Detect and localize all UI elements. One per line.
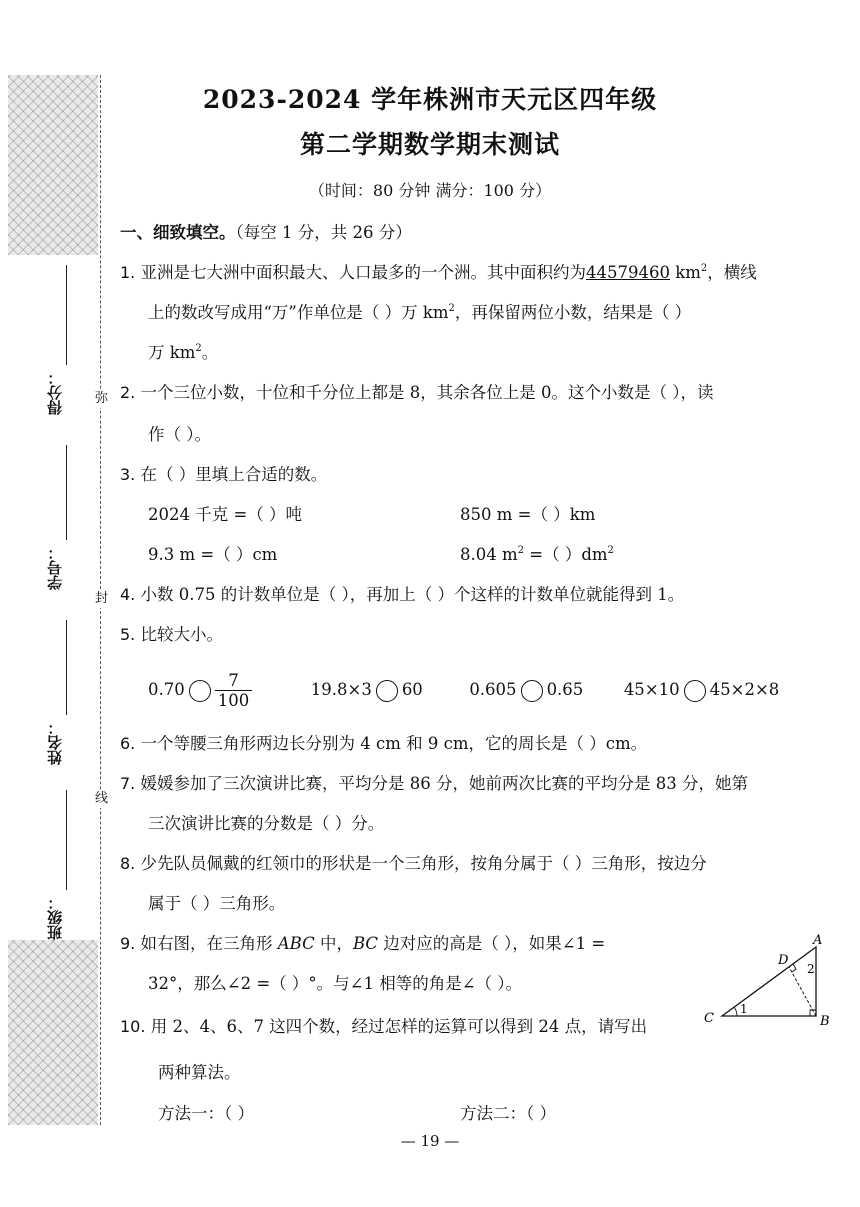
q6-number: 6. (120, 734, 136, 753)
q6-text1: 一个等腰三角形两边长分别为 4 cm 和 9 cm，它的周长是（ ）cm。 (140, 734, 648, 753)
q7-number: 7. (120, 774, 136, 793)
q3-text1: 在（ ）里填上合适的数。 (140, 465, 328, 484)
fraction-numerator: 7 (215, 671, 253, 691)
vertex-c: C (704, 1011, 714, 1026)
q5-comparisons (148, 668, 779, 712)
q3-row1a: 2024 千克 =（ ）吨 (148, 505, 303, 524)
q6-line1 (120, 733, 647, 755)
q9-number: 9. (120, 934, 136, 953)
q5-c2-left: 19.8×3 (310, 680, 372, 699)
section-title: 一、细致填空。 (120, 223, 236, 242)
q10-number: 10. (120, 1017, 146, 1036)
q8-line2: 属于（ ）三角形。 (148, 894, 286, 913)
q3-line1 (120, 464, 327, 486)
q10-text1: 用 2、4、6、7 这四个数，经过怎样的运算可以得到 24 点，请写出 (150, 1017, 648, 1036)
q7-text1: 媛媛参加了三次演讲比赛，平均分是 86 分，她前两次比赛的平均分是 83 分，她第 (140, 774, 748, 793)
q1-underlined-number: 44579460 (586, 263, 670, 282)
q1-unit: km (670, 263, 701, 282)
q3-number: 3. (120, 465, 136, 484)
student-id-label: 学号： (46, 545, 64, 590)
q5-fraction (215, 671, 253, 710)
q1-line2 (148, 302, 691, 324)
student-id-rule (66, 445, 67, 540)
q3-row2b-text2: =（ ）dm (524, 545, 608, 564)
q5-c2-circle[interactable] (376, 680, 398, 702)
q1-sup2: 2 (448, 303, 455, 314)
seal-char-xian: 线 (95, 791, 109, 806)
exam-title-line1: 2023-2024 学年株洲市天元区四年级 (202, 85, 658, 114)
score-rule (66, 265, 67, 365)
fraction-denominator: 100 (217, 691, 250, 710)
q3-row2a: 9.3 m =（ ）cm (148, 545, 278, 564)
q5-c3-right: 0.65 (546, 680, 584, 699)
q1-line3a: 万 km (148, 343, 196, 362)
seal-char-mi: 弥 (95, 391, 109, 406)
name-label: 姓名： (46, 720, 64, 765)
q3-sup1: 2 (517, 545, 525, 556)
q5-c3-circle[interactable] (521, 680, 543, 702)
page-number: — 19 — (400, 1132, 460, 1150)
score-label: 得分： (46, 370, 64, 415)
q5-c2-right: 60 (401, 680, 423, 699)
seal-char-feng: 封 (95, 591, 109, 606)
q5-c3-left: 0.605 (469, 680, 517, 699)
q10-line1 (120, 1016, 647, 1038)
q3-row2b (460, 544, 614, 566)
q10-line2: 两种算法。 (158, 1063, 241, 1082)
angle1-label: 1 (740, 1002, 748, 1016)
q9-line1 (120, 933, 605, 955)
class-rule (66, 790, 67, 890)
q2-line1 (120, 382, 714, 404)
q8-text1: 少先队员佩戴的红领巾的形状是一个三角形，按角分属于（ ）三角形，按边分 (140, 854, 707, 873)
q3-sup2: 2 (607, 545, 614, 556)
q10-method1: 方法一：（ ） (158, 1104, 254, 1123)
q2-number: 2. (120, 383, 136, 402)
q1-line2a: 上的数改写成用“万”作单位是（ ）万 km (148, 303, 449, 322)
triangle-figure (700, 933, 830, 1028)
q9-abc: ABC (277, 934, 315, 953)
exam-time-info: （时间：80 分钟 满分：100 分） (308, 181, 552, 200)
decorative-pattern-bottom (8, 940, 98, 1125)
q9-bc: BC (353, 934, 379, 953)
q5-c4-circle[interactable] (684, 680, 706, 702)
class-label: 班级： (46, 895, 64, 940)
q4-text1: 小数 0.75 的计数单位是（ ），再加上（ ）个这样的计数单位就能得到 1。 (140, 585, 685, 604)
q7-line1 (120, 773, 748, 795)
vertex-b: B (820, 1014, 830, 1028)
right-angle-mark-d (792, 964, 796, 972)
q1-line2b: ，再保留两位小数，结果是（ ） (454, 303, 692, 322)
q5-text1: 比较大小。 (140, 625, 224, 644)
section-note: （每空 1 分，共 26 分） (235, 223, 412, 242)
q5-c1-left: 0.70 (148, 680, 185, 699)
q1-number: 1. (120, 263, 136, 282)
q8-number: 8. (120, 854, 136, 873)
q7-line2: 三次演讲比赛的分数是（ ）分。 (148, 814, 385, 833)
q8-line1 (120, 853, 707, 875)
q3-row1b: 850 m =（ ）km (460, 505, 596, 524)
q1-line3b: 。 (201, 343, 219, 362)
q5-line1 (120, 624, 223, 646)
name-rule (66, 620, 67, 715)
q1-text-a: 亚洲是七大洲中面积最大、人口最多的一个洲。其中面积约为 (140, 263, 587, 282)
q9-text1b: 中， (314, 934, 353, 953)
q9-text1c: 边对应的高是（ ），如果∠1 = (378, 934, 606, 953)
triangle-abc (722, 947, 816, 1016)
q1-line3 (148, 342, 218, 364)
q5-c4-right: 45×2×8 (709, 680, 780, 699)
vertex-d: D (778, 953, 789, 968)
q1-line1 (120, 262, 757, 284)
q1-sup1: 2 (700, 263, 708, 274)
section-heading (120, 222, 412, 244)
q9-text1a: 如右图，在三角形 (140, 934, 278, 953)
q1-sup3: 2 (195, 343, 202, 354)
vertex-a: A (813, 933, 823, 948)
angle2-label: 2 (807, 962, 815, 976)
q9-line2: 32°，那么∠2 =（ ）°。与∠1 相等的角是∠（ ）。 (148, 974, 523, 993)
q4-number: 4. (120, 585, 136, 604)
angle1-arc (734, 1007, 737, 1016)
q1-text-c: ，横线 (707, 263, 757, 282)
q10-method2: 方法二：（ ） (460, 1104, 556, 1123)
exam-title-line2: 第二学期数学期末测试 (299, 130, 560, 159)
q5-c4-left: 45×10 (623, 680, 680, 699)
q5-c1-circle[interactable] (189, 680, 211, 702)
q5-number: 5. (120, 625, 136, 644)
q2-line2: 作（ ）。 (148, 425, 211, 444)
q4-line1 (120, 584, 684, 606)
q2-text1: 一个三位小数，十位和千分位上都是 8，其余各位上是 0。这个小数是（ ），读 (140, 383, 714, 402)
q3-row2b-text: 8.04 m (460, 545, 518, 564)
